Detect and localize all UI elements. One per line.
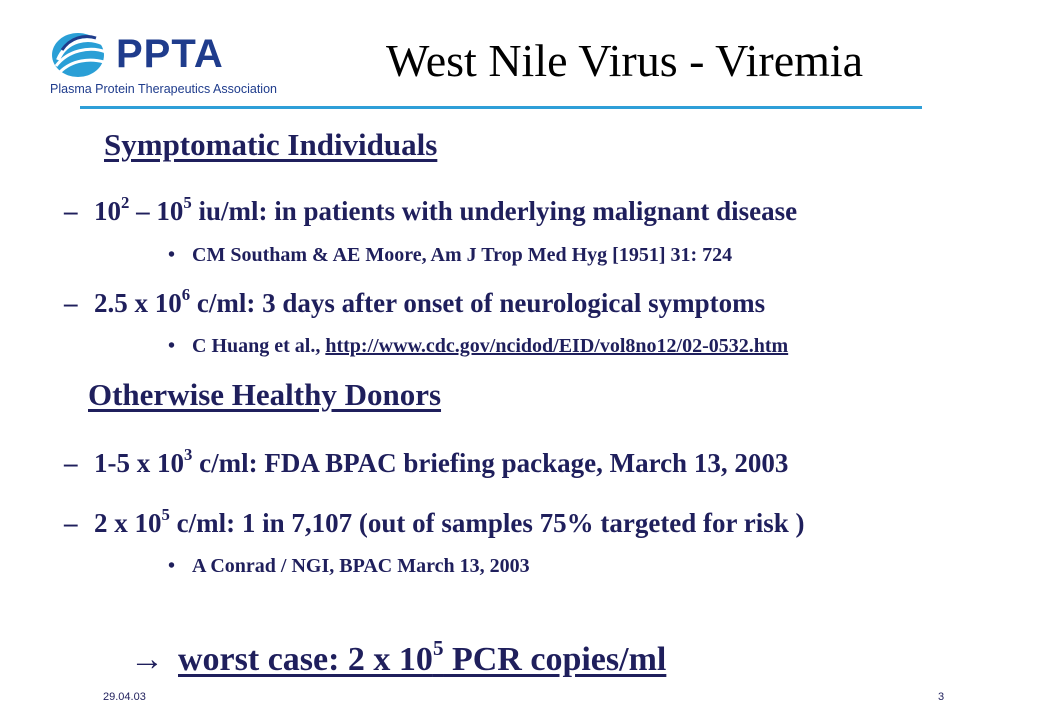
logo-tagline: Plasma Protein Therapeutics Association: [50, 82, 277, 96]
bullet-marker: •: [168, 335, 176, 357]
page-number: 3: [938, 691, 945, 703]
ppta-swirl-icon: [48, 30, 112, 80]
bullet-marker: •: [168, 244, 176, 266]
viremia-item-neurological: – 2.5 x $10^6$ c/ml: 3 days after onset of neurological symptoms: [64, 284, 766, 318]
reference-huang: • C Huang et al., http://www.cdc.gov/ncidod/EID/vol8no12/02-0532.htm: [168, 335, 789, 357]
slide-title: West Nile Virus - Viremia: [386, 35, 864, 86]
reference-southam: • CM Southam & AE Moore, Am J Trop Med Hyg [1951] 31: 724: [168, 244, 733, 266]
right-arrow-icon: →: [130, 641, 164, 678]
dash-marker: –: [64, 196, 78, 226]
dash-marker: –: [64, 288, 78, 318]
cdc-reference-link[interactable]: http://www.cdc.gov/ncidod/EID/vol8no12/02-0532.htm: [325, 335, 789, 357]
footer-date: 29.04.03: [103, 691, 146, 703]
viremia-item-malignant: – $10^2 - 10^5$ iu/ml: in patients with underlying malignant disease: [64, 192, 798, 226]
viremia-item-fda-bpac: – 1-5 x $10^3$ c/ml: FDA BPAC briefing package, March 13, 2003: [64, 444, 789, 478]
viremia-item-samples: – 2 x $10^5$ c/ml: 1 in 7,107 (out of samples 75% targeted for risk ): [64, 504, 805, 538]
dash-marker: –: [64, 508, 78, 538]
bullet-marker: •: [168, 555, 176, 577]
title-underline-rule: [80, 106, 922, 109]
dash-marker: –: [64, 448, 78, 478]
reference-conrad: • A Conrad / NGI, BPAC March 13, 2003: [168, 555, 530, 577]
worst-case-conclusion: → worst case: 2 x $10^5$ PCR copies/ml: [130, 635, 667, 678]
logo-wordmark: PPTA: [116, 32, 224, 76]
ppta-logo: [44, 30, 277, 100]
section-heading-symptomatic: Symptomatic Individuals: [104, 127, 438, 162]
section-heading-healthy-donors: Otherwise Healthy Donors: [88, 377, 442, 412]
